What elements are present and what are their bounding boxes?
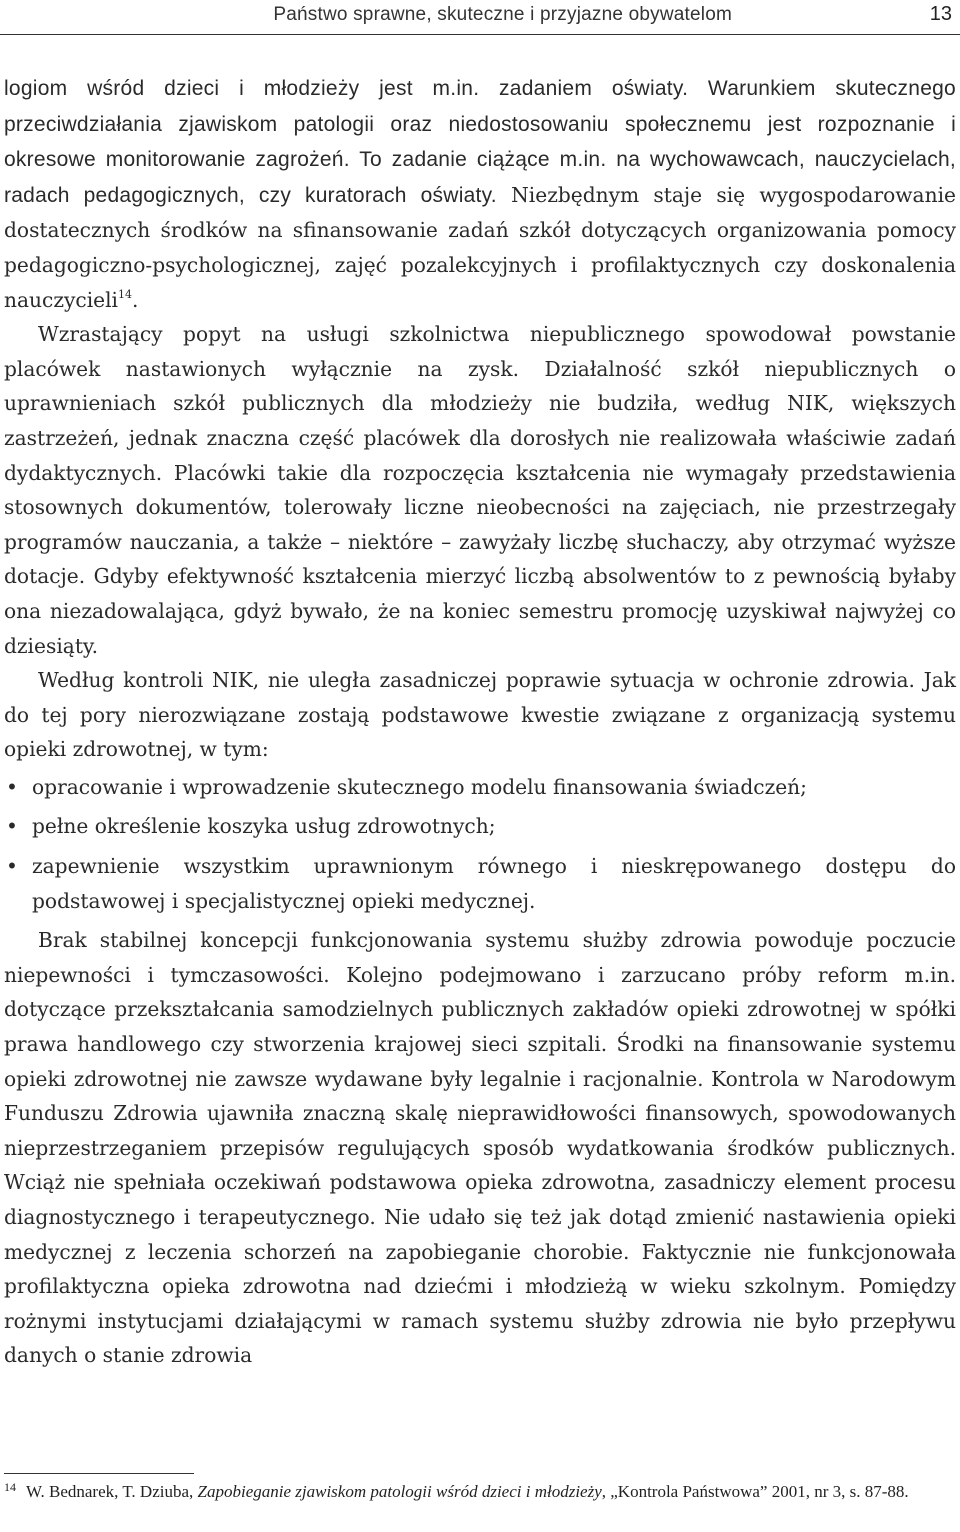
bullet-icon: • [6,774,18,799]
list-item [4,809,956,844]
footnote-title: Zapobieganie zjawiskom patologii wśród dzieci i młodzieży [197,1482,602,1501]
paragraph-4: Brak stabilnej koncepcji funkcjonowania systemu służby zdrowia powoduje poczucie niepewności i tymczasowości. Kolejno podejmowano i zarzucano próby reform m.in. dotyczące przekształcania samodzielnych publicznych zakładów opieki zdrowotnej w spółki prawa handlowego czy stworzenia krajowej sieci szpitali. Środki na finansowanie systemu opieki zdrowotnej nie zawsze wydawane były legalnie i racjonalnie. Kontrola w Narodowym Funduszu Zdrowia ujawniła znaczną skalę nieprawidłowości finansowych, spowodowanych nieprzestrzeganiem przepisów regulujących sposób wydatkowania środków publicznych. Wciąż nie spełniała oczekiwań podstawowa opieka zdrowotna, zasadniczy element procesu diagnostycznego i terapeutycznego. Nie udało się też jak dotąd zmienić nastawienia opieki medycznej z leczenia schorzeń na zapobieganie chorobie. Faktycznie nie funkcjonowała profilaktyczna opieka zdrowotna nad dziećmi i młodzieżą w wieku szkolnym. Pomiędzy rożnymi instytucjami działającymi w ramach systemu służby zdrowia nie było przepływu danych o stanie zdrowia [4,928,956,1368]
list-item-text: opracowanie i wprowadzenie skutecznego modelu finansowania świadczeń; [32,774,807,799]
list-item [4,770,956,805]
running-header [0,0,960,35]
page-number: 13 [929,3,952,25]
paragraph-2: Wzrastający popyt na usługi szkolnictwa niepublicznego spowodował powstanie placówek nastawionych wyłącznie na zysk. Działalność szkół niepublicznych o uprawnieniach szkół publicznych dla młodzieży nie budziła, według NIK, większych zastrzeżeń, jednak znaczna część placówek dla dorosłych nie realizowała właściwie zadań dydaktycznych. Placówki takie dla rozpoczęcia kształcenia nie wymagały przedstawienia stosownych dokumentów, tolerowały liczne nieobecności na zajęciach, nie przestrzegały programów nauczania, a także – niektóre – zawyżały liczbę słuchaczy, aby otrzymać wyższe dotacje. Gdyby efektywność kształcenia mierzyć liczbą absolwentów to z pewnością byłaby ona niezadowalająca, gdyż bywało, że na koniec semestru promocję uzyskiwał najwyżej co dziesiąty. [4,322,956,658]
paragraph-1-part2: Niezbędnym staje się wygospodarowanie dostatecznych środków na sfinansowanie zadań szkół dotyczących organizowania pomocy pedagogiczno-psychologicznej, zajęć pozalekcyjnych i profilaktycznych czy doskonalenia nauczycieli [4,182,956,312]
paragraph-1 [4,71,956,317]
footnote-reference[interactable]: 14 [118,287,133,301]
paragraph-1-part1: logiom wśród dzieci i młodzieży jest m.in. zadaniem oświaty. Warunkiem skutecznego przeciwdziałania zjawiskom patologii oraz niedostosowaniu społecznemu jest rozpoznanie i okresowe monitorowanie zagrożeń. To zadanie ciążące m.in. na wychowawcach, nauczycielach, radach pedagogicznych, czy kuratorach oświaty. [4,77,956,207]
footnote-text [4,1480,952,1503]
paragraph-3: Według kontroli NIK, nie uległa zasadniczej poprawie sytuacja w ochronie zdrowia. Jak do tej pory nierozwiązane zostają podstawowe kwestie związane z organizacją systemu opieki zdrowotnej, w tym: [4,668,956,762]
footnote-divider [4,1473,194,1474]
list-item [4,849,956,918]
footnote [4,1480,952,1503]
running-header-title: Państwo sprawne, skuteczne i przyjazne obywatelom [273,4,732,25]
paragraph-1-end: . [132,287,139,312]
bullet-icon: • [6,854,18,879]
body-text [4,71,956,1373]
list-item-text: zapewnienie wszystkim uprawnionym równego i nieskrępowanego dostępu do podstawowej i specjalistycznej opieki medycznej. [32,854,956,913]
bullet-icon: • [6,814,18,839]
footnote-authors: W. Bednarek, T. Dziuba, [26,1482,198,1501]
footnote-number: 14 [4,1480,16,1494]
list-item-text: pełne określenie koszyka usług zdrowotnych; [32,814,496,839]
bullet-list [4,770,956,918]
footnote-source: , „Kontrola Państwowa” 2001, nr 3, s. 87-88. [601,1482,909,1501]
